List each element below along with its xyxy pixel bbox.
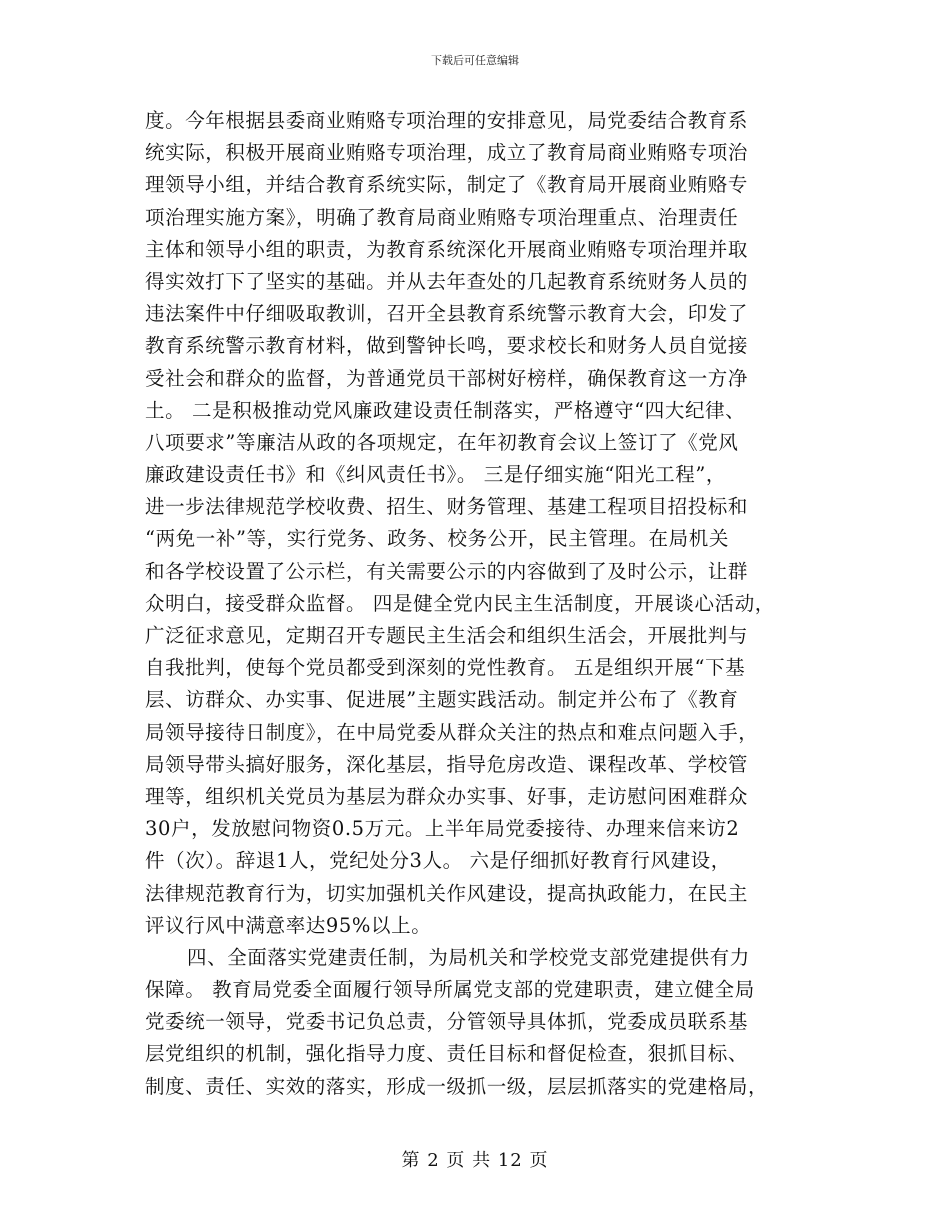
text-line: 项治理实施方案》，明确了教育局商业贿赂专项治理重点、治理责任 [145,205,739,229]
page-number-footer: 第 2 页 共 12 页 [401,1150,549,1171]
text-line: 理等，组织机关党员为基层为群众办实事、好事，走访慰问困难群众 [145,784,749,808]
text-line: 局领导带头搞好服务，深化基层，指导危房改造、课程改革、学校管 [145,752,749,776]
text-line: 统实际，积极开展商业贿赂专项治理，成立了教育局商业贿赂专项治 [145,141,749,165]
body-text [145,105,810,1103]
text-line: 层、访群众、办实事、促进展”主题实践活动。制定并公布了《教育 [145,688,739,712]
text-line: 件（次）。辞退1人，党纪处分3人。 六是仔细抓好教育行风建设， [145,849,731,873]
text-line: 众明白，接受群众监督。 四是健全党内民主生活制度，开展谈心活动， [145,591,775,615]
text-line: 理领导小组，并结合教育系统实际，制定了《教育局开展商业贿赂专 [145,173,749,197]
text-line: 进一步法律规范学校收费、招生、财务管理、基建工程项目招投标和 [145,495,749,519]
text-line: 法律规范教育行为，切实加强机关作风建设，提高执政能力，在民主 [145,881,749,905]
text-line: 评议行风中满意率达95%以上。 [145,913,432,937]
text-line: 广泛征求意见，定期召开专题民主生活会和组织生活会，开展批判与 [145,624,749,647]
text-line: 30户，发放慰问物资0.5万元。上半年局党委接待、办理来信来访2 [145,817,740,841]
text-line: 党委统一领导，党委书记负总责，分管领导具体抓，党委成员联系基 [145,1010,749,1034]
text-line: 保障。 教育局党委全面履行领导所属党支部的党建职责，建立健全局 [145,978,755,1002]
text-line: 教育系统警示教育材料，做到警钟长鸣，要求校长和财务人员自觉接 [145,334,749,358]
text-line: “两免一补”等，实行党务、政务、校务公开，民主管理。在局机关 [145,527,729,551]
text-line: 和各学校设置了公示栏，有关需要公示的内容做到了及时公示，让群 [145,559,749,583]
text-line: 得实效打下了坚实的基础。并从去年查处的几起教育系统财务人员的 [145,269,749,293]
section-heading-line: 四、全面落实党建责任制，为局机关和学校党支部党建提供有力 [187,945,750,969]
text-line: 层党组织的机制，强化指导力度、责任目标和督促检查，狠抓目标、 [145,1042,749,1066]
text-line: 度。今年根据县委商业贿赂专项治理的安排意见，局党委结合教育系 [145,109,749,132]
text-line: 廉政建设责任书》和《纠风责任书》。 三是仔细实施“阳光工程”， [145,463,726,487]
text-line: 局领导接待日制度》，在中局党委从群众关注的热点和难点问题入手， [145,720,759,744]
text-line: 受社会和群众的监督，为普通党员干部树好榜样，确保教育这一方净 [145,366,749,390]
text-line: 违法案件中仔细吸取教训，召开全县教育系统警示教育大会，印发了 [145,302,749,326]
text-line: 制度、责任、实效的落实，形成一级抓一级，层层抓落实的党建格局， [145,1074,769,1098]
page-header: 下载后可任意编辑 [431,54,519,67]
text-line: 自我批判，使每个党员都受到深刻的党性教育。 五是组织开展“下基 [145,656,746,680]
text-line: 土。 二是积极推动党风廉政建设责任制落实，严格遵守“四大纪律、 [145,398,746,422]
text-line: 主体和领导小组的职责，为教育系统深化开展商业贿赂专项治理并取 [145,237,749,261]
text-line: 八项要求”等廉洁从政的各项规定，在年初教育会议上签订了《党风 [145,430,739,454]
